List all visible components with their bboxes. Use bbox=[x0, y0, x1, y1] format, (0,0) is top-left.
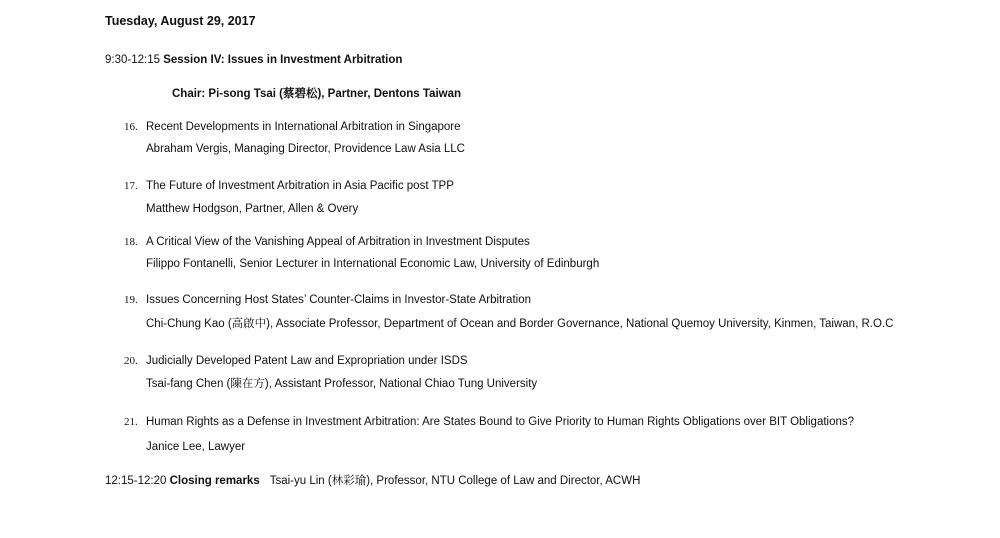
talk-speaker: Filippo Fontanelli, Senior Lecturer in International Economic Law, University of Edinburgh bbox=[146, 258, 600, 270]
talk-number: 17. bbox=[124, 180, 138, 192]
talk-speaker: Matthew Hodgson, Partner, Allen & Overy bbox=[146, 203, 359, 215]
talk-speaker: Tsai-fang Chen (陳在方), Assistant Professor, National Chiao Tung University bbox=[146, 378, 538, 390]
closing-speaker: Tsai-yu Lin (林彩瑜), Professor, NTU College of Law and Director, ACWH bbox=[269, 475, 641, 487]
session-chair: Chair: Pi-song Tsai (蔡碧松), Partner, Dentons Taiwan bbox=[172, 88, 462, 100]
session-heading bbox=[105, 53, 402, 67]
talk-speaker: Abraham Vergis, Managing Director, Providence Law Asia LLC bbox=[146, 143, 465, 155]
talk-number: 20. bbox=[124, 355, 138, 367]
closing-remarks bbox=[105, 474, 640, 488]
schedule-date: Tuesday, August 29, 2017 bbox=[105, 14, 256, 28]
session-topic: : Issues in Investment Arbitration bbox=[220, 54, 403, 66]
talk-title: Judicially Developed Patent Law and Expropriation under ISDS bbox=[146, 355, 468, 367]
talk-title: Human Rights as a Defense in Investment Arbitration: Are States Bound to Give Priority to Human Rights Obligations over BIT Obligations? bbox=[146, 416, 855, 428]
talk-title: A Critical View of the Vanishing Appeal of Arbitration in Investment Disputes bbox=[146, 236, 530, 248]
talk-number: 18. bbox=[124, 236, 138, 248]
talk-title: Issues Concerning Host States’ Counter-Claims in Investor-State Arbitration bbox=[146, 294, 531, 306]
closing-label: Closing remarks bbox=[169, 475, 260, 487]
talk-speaker: Chi-Chung Kao (高啟中), Associate Professor, Department of Ocean and Border Governance, National Quemoy University, Kinmen, Taiwan, R.O.C bbox=[146, 318, 894, 330]
session-time: 9:30-12:15 bbox=[105, 54, 160, 66]
talk-number: 19. bbox=[124, 294, 138, 306]
talk-title: The Future of Investment Arbitration in Asia Pacific post TPP bbox=[146, 180, 454, 192]
talk-number: 16. bbox=[124, 121, 138, 133]
closing-time: 12:15-12:20 bbox=[105, 475, 167, 487]
talk-title: Recent Developments in International Arbitration in Singapore bbox=[146, 121, 461, 133]
talk-number: 21. bbox=[124, 416, 138, 428]
session-name: Session IV bbox=[163, 54, 221, 66]
talk-speaker: Janice Lee, Lawyer bbox=[146, 441, 246, 453]
